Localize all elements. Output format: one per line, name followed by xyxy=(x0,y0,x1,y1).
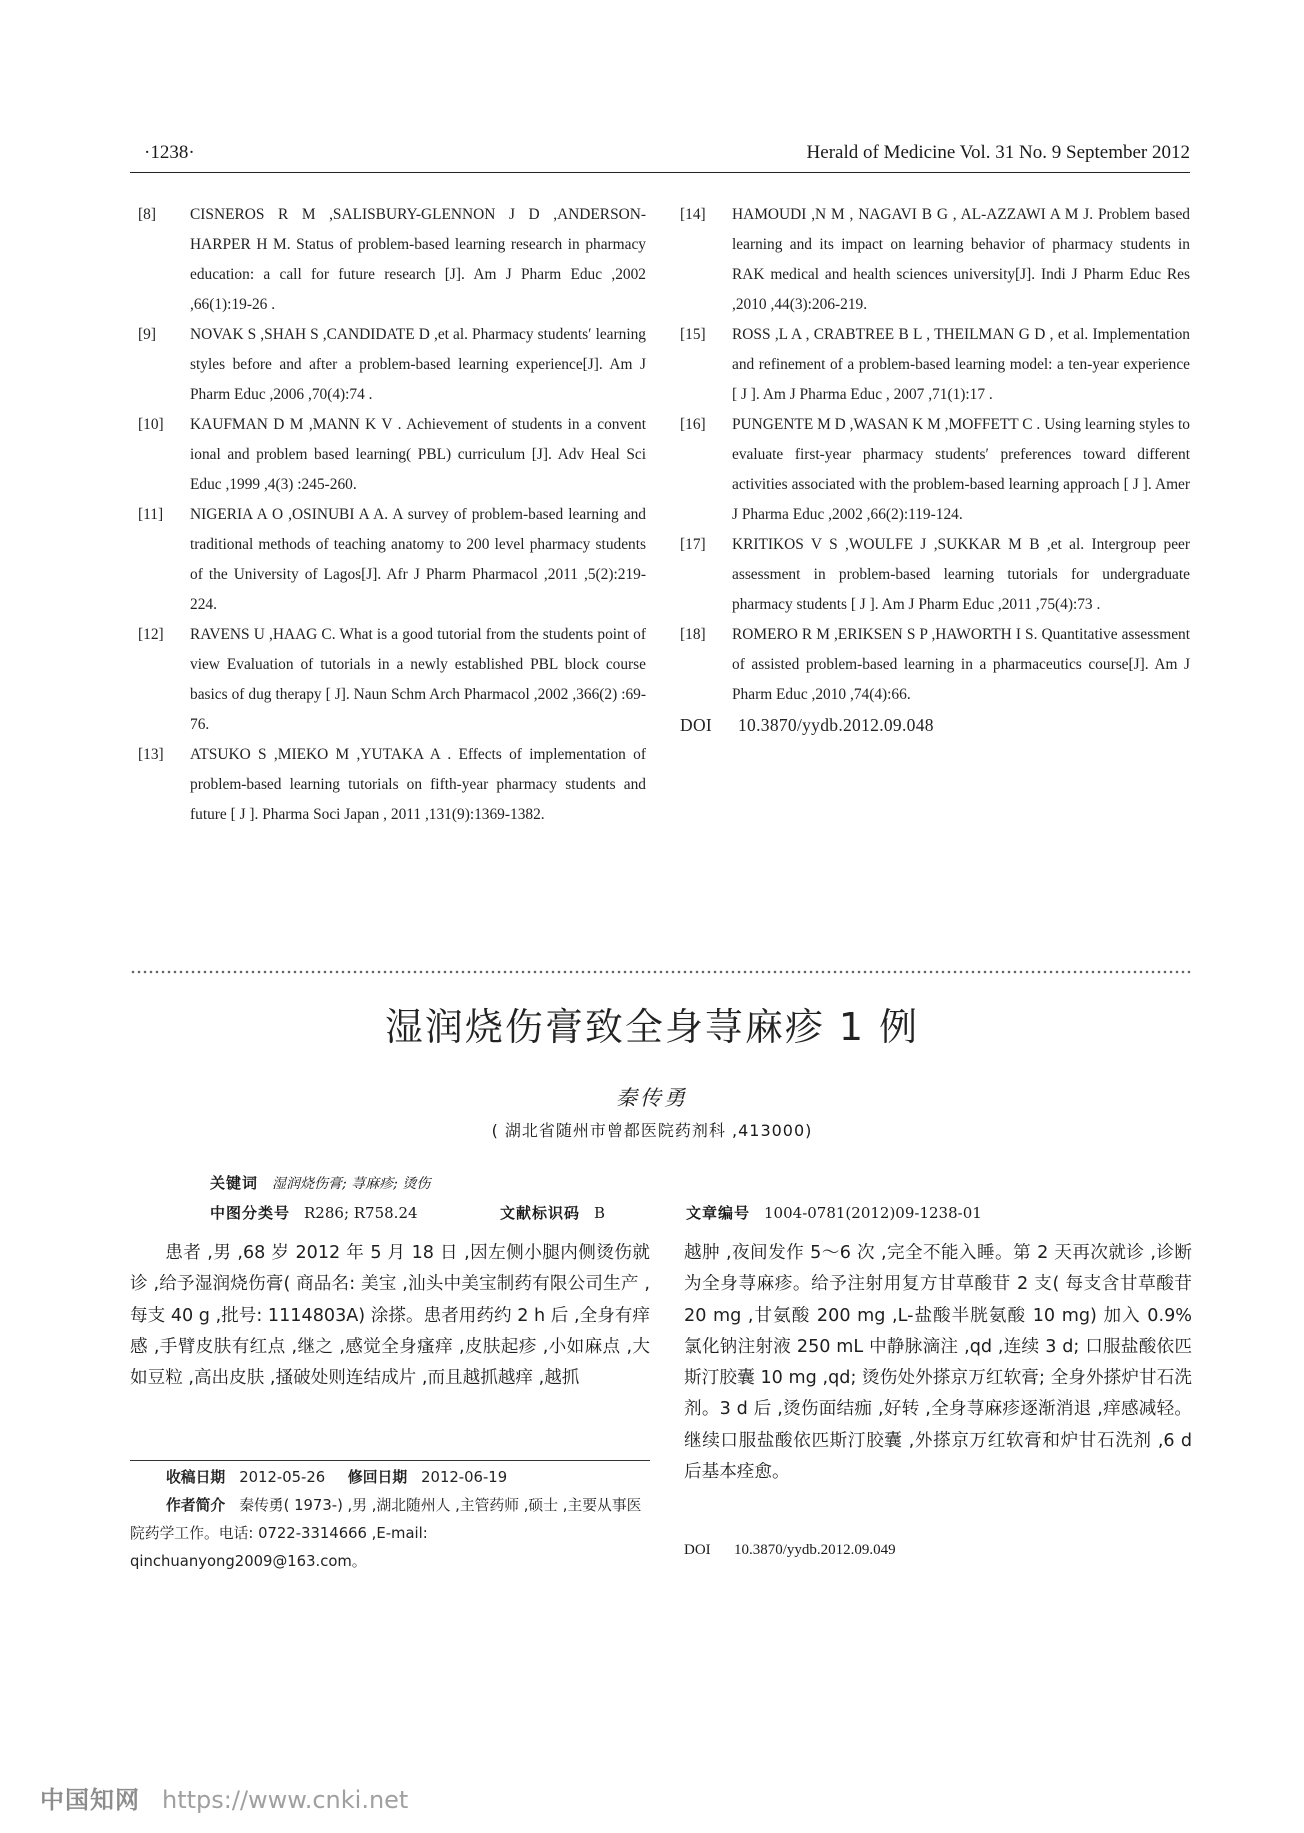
reference-text: ROSS ,L A , CRABTREE B L , THEILMAN G D , et al. Implementation and refinement of a problem-based learning model: a ten-year experience [ J ]. Am J Pharma Educ , 2007 ,71(1):17 . xyxy=(732,326,1190,403)
reference-item xyxy=(138,320,646,410)
footnote-dates xyxy=(130,1464,650,1492)
cnki-url: https://www.cnki.net xyxy=(162,1786,409,1814)
section-divider xyxy=(130,970,1192,974)
reference-item xyxy=(680,620,1190,710)
reference-text: RAVENS U ,HAAG C. What is a good tutorial from the students point of view Evaluation of tutorials in a newly established PBL block course basics of dug therapy [ J]. Naun Schm Arch Pharmacol ,2002 ,366(2) :69-76. xyxy=(190,626,646,733)
running-header xyxy=(130,142,1190,173)
reference-text: ROMERO R M ,ERIKSEN S P ,HAWORTH I S. Quantitative assessment of assisted problem-based learning in a pharmaceutics course[J]. Am J Pharm Educ ,2010 ,74(4):66. xyxy=(732,626,1190,703)
document-code xyxy=(500,1202,605,1223)
footnote-author-bio xyxy=(130,1492,650,1576)
keywords-value: 湿润烧伤膏; 荨麻疹; 烫伤 xyxy=(272,1176,431,1192)
article-number-label: 文章编号 xyxy=(686,1204,751,1222)
keywords-line xyxy=(210,1172,430,1193)
reference-text: ATSUKO S ,MIEKO M ,YUTAKA A . Effects of implementation of problem-based learning tutorials on fifth-year pharmacy students and future [ J ]. Pharma Soci Japan , 2011 ,131(9):1369-1382. xyxy=(190,746,646,823)
reference-text: PUNGENTE M D ,WASAN K M ,MOFFETT C . Using learning styles to evaluate first-year pharmacy students′ preferences toward different activities associated with the problem-based learning approach [ J ]. Amer J Pharma Educ ,2002 ,66(2):119-124. xyxy=(732,416,1190,523)
doi-value: 10.3870/yydb.2012.09.048 xyxy=(738,715,934,735)
doi-value: 10.3870/yydb.2012.09.049 xyxy=(734,1542,896,1558)
reference-number: [9] xyxy=(138,326,156,343)
reference-number: [8] xyxy=(138,206,156,223)
keywords-label: 关键词 xyxy=(210,1174,259,1192)
reference-text: HAMOUDI ,N M , NAGAVI B G , AL-AZZAWI A M J. Problem based learning and its impact on learning behavior of pharmacy students in RAK medical and health sciences university[J]. Indi J Pharm Educ Res ,2010 ,44(3):206-219. xyxy=(732,206,1190,313)
reference-list-right xyxy=(680,200,1190,740)
reference-item xyxy=(138,500,646,620)
doi-label: DOI xyxy=(680,715,713,735)
reference-text: NOVAK S ,SHAH S ,CANDIDATE D ,et al. Pharmacy students′ learning styles before and after a problem-based learning experience[J]. Am J Pharm Educ ,2006 ,70(4):74 . xyxy=(190,326,646,403)
article-number xyxy=(686,1202,982,1223)
classification-number xyxy=(210,1202,418,1223)
doi-label: DOI xyxy=(684,1542,711,1558)
document-code-value: B xyxy=(594,1204,606,1222)
reference-number: [11] xyxy=(138,506,164,523)
reference-number: [16] xyxy=(680,416,706,433)
reference-list-left xyxy=(138,200,646,830)
article-author: 秦传勇 xyxy=(616,1086,688,1110)
reference-item xyxy=(680,410,1190,530)
footnote-rule xyxy=(130,1460,650,1461)
document-code-label: 文献标识码 xyxy=(500,1204,581,1222)
received-value: 2012-05-26 xyxy=(239,1469,326,1486)
revised-label: 修回日期 xyxy=(347,1469,408,1486)
author-bio-value: 秦传勇( 1973-) ,男 ,湖北随州人 ,主管药师 ,硕士 ,主要从事医院药学工作。电话: 0722-3314666 ,E-mail: qinchuanyong2009@163.com。 xyxy=(130,1497,642,1570)
article-title: 湿润烧伤膏致全身荨麻疹 1 例 xyxy=(384,1005,920,1049)
author-bio-label: 作者简介 xyxy=(166,1497,226,1514)
reference-item xyxy=(138,740,646,830)
reference-number: [10] xyxy=(138,416,164,433)
reference-number: [13] xyxy=(138,746,164,763)
received-label: 收稿日期 xyxy=(166,1469,226,1486)
reference-item xyxy=(138,620,646,740)
author-affiliation: ( 湖北省随州市曾都医院药剂科 ,413000) xyxy=(491,1121,813,1140)
cnki-watermark xyxy=(40,1780,408,1815)
journal-citation: Herald of Medicine Vol. 31 No. 9 September 2012 xyxy=(806,142,1190,163)
reference-text: CISNEROS R M ,SALISBURY-GLENNON J D ,ANDERSON-HARPER H M. Status of problem-based learning research in pharmacy education: a call for future research [J]. Am J Pharm Educ ,2002 ,66(1):19-26 . xyxy=(190,206,646,313)
reference-text: NIGERIA A O ,OSINUBI A A. A survey of problem-based learning and traditional methods of teaching anatomy to 200 level pharmacy students of the University of Lagos[J]. Afr J Pharm Pharmacol ,2011 ,5(2):219-224. xyxy=(190,506,646,613)
reference-text: KAUFMAN D M ,MANN K V . Achievement of students in a convent ional and problem based learning( PBL) curriculum [J]. Adv Heal Sci Educ ,1999 ,4(3) :245-260. xyxy=(190,416,646,493)
reference-item xyxy=(138,200,646,320)
reference-number: [12] xyxy=(138,626,164,643)
article-number-value: 1004-0781(2012)09-1238-01 xyxy=(764,1204,982,1222)
body-text-left: 患者 ,男 ,68 岁 2012 年 5 月 18 日 ,因左侧小腿内侧烫伤就诊 ,给予湿润烧伤膏( 商品名: 美宝 ,汕头中美宝制药有限公司生产 ,每支 40 g ,批号: 1114803A) 涂搽。患者用药约 2 h 后 ,全身有痒感 ,手臂皮肤有红点 ,继之 ,感觉全身瘙痒 ,皮肤起疹 ,小如麻点 ,大如豆粒 ,高出皮肤 ,搔破处则连结成片 ,而且越抓越痒 ,越抓 xyxy=(130,1243,650,1389)
reference-number: [18] xyxy=(680,626,706,643)
reference-item xyxy=(680,530,1190,620)
reference-number: [17] xyxy=(680,536,706,553)
page-number: ·1238· xyxy=(144,142,195,163)
doi-previous-article xyxy=(680,710,1190,740)
reference-item xyxy=(138,410,646,500)
reference-text: KRITIKOS V S ,WOULFE J ,SUKKAR M B ,et al. Intergroup peer assessment in problem-based learning tutorials for undergraduate pharmacy students [ J ]. Am J Pharm Educ ,2011 ,75(4):73 . xyxy=(732,536,1190,613)
reference-number: [14] xyxy=(680,206,706,223)
classification-label: 中图分类号 xyxy=(210,1204,291,1222)
doi-current-article xyxy=(684,1542,896,1559)
reference-item xyxy=(680,320,1190,410)
reference-item xyxy=(680,200,1190,320)
classification-value: R286; R758.24 xyxy=(304,1204,418,1222)
revised-value: 2012-06-19 xyxy=(421,1469,508,1486)
cnki-logo: 中国知网 xyxy=(40,1786,140,1814)
body-text-right: 越肿 ,夜间发作 5～6 次 ,完全不能入睡。第 2 天再次就诊 ,诊断为全身荨麻疹。给予注射用复方甘草酸苷 2 支( 每支含甘草酸苷 20 mg ,甘氨酸 200 mg ,L-盐酸半胱氨酸 10 mg) 加入 0.9% 氯化钠注射液 250 mL 中静脉滴注 ,qd ,连续 3 d; 口服盐酸依匹斯汀胶囊 10 mg ,qd; 烫伤处外搽京万红软膏; 全身外搽炉甘石洗剂。3 d 后 ,烫伤面结痂 ,好转 ,全身荨麻疹逐渐消退 ,痒感减轻。继续口服盐酸依匹斯汀胶囊 ,外搽京万红软膏和炉甘石洗剂 ,6 d 后基本痊愈。 xyxy=(684,1243,1192,1483)
reference-number: [15] xyxy=(680,326,706,343)
